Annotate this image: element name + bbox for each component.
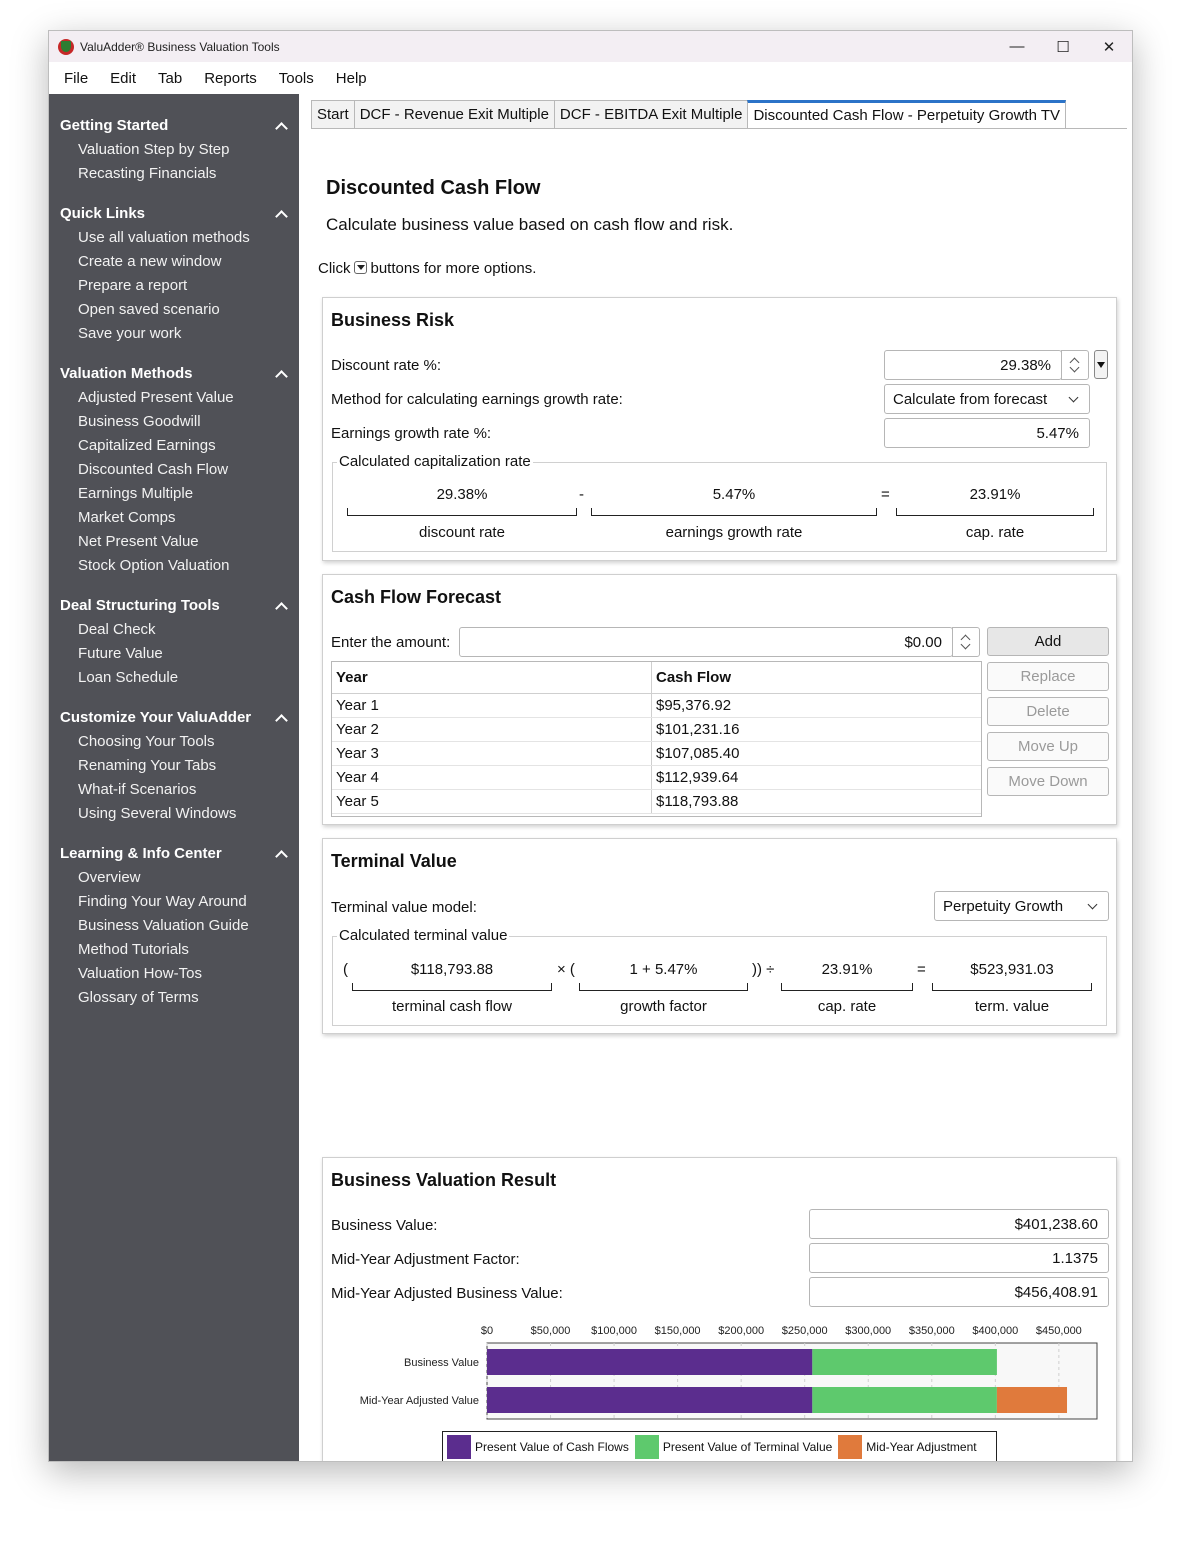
sidebar-section-title: Quick Links xyxy=(60,204,146,222)
sidebar-section-header[interactable] xyxy=(49,705,299,729)
move-up-button[interactable]: Move Up xyxy=(987,732,1109,761)
mid-year-factor-field[interactable]: 1.1375 xyxy=(809,1243,1109,1273)
table-row[interactable] xyxy=(332,766,981,790)
sidebar-section-header[interactable] xyxy=(49,201,299,225)
amount-input[interactable]: $0.00 xyxy=(459,627,953,657)
sidebar-link-net-present-value[interactable]: Net Present Value xyxy=(78,532,199,550)
growth-rate-field[interactable]: 5.47% xyxy=(884,418,1090,448)
underbrace xyxy=(591,508,877,516)
business-value-field[interactable]: $401,238.60 xyxy=(809,1209,1109,1239)
menu-edit[interactable]: Edit xyxy=(110,69,137,87)
sidebar-section-header[interactable] xyxy=(49,593,299,617)
terminal-value-result: $523,931.03 xyxy=(970,961,1054,978)
sidebar-link-use-all-methods[interactable]: Use all valuation methods xyxy=(78,228,250,246)
chart-bar-segment xyxy=(997,1387,1067,1413)
menu-file[interactable]: File xyxy=(64,69,89,87)
tab-dcf-ebitda-exit[interactable]: DCF - EBITDA Exit Multiple xyxy=(554,100,749,128)
close-button[interactable]: ✕ xyxy=(1102,38,1116,56)
chart-x-tick-label: $150,000 xyxy=(654,1325,701,1337)
sidebar-link-business-goodwill[interactable]: Business Goodwill xyxy=(78,412,201,430)
page-title: Discounted Cash Flow xyxy=(326,177,541,199)
chart-x-tick-label: $300,000 xyxy=(845,1325,892,1337)
terminal-calc-group xyxy=(332,927,1107,1026)
cell-year: Year 5 xyxy=(332,790,652,813)
chevron-down-icon xyxy=(1069,393,1079,403)
sidebar-link-loan-schedule[interactable]: Loan Schedule xyxy=(78,668,179,686)
chart-x-tick-label: $250,000 xyxy=(781,1325,828,1337)
table-row[interactable] xyxy=(332,742,981,766)
chart-bar-segment xyxy=(812,1349,997,1375)
open-paren: ( xyxy=(343,961,348,978)
sidebar-section-valuation-methods xyxy=(49,361,299,577)
hint-text-after: buttons for more options. xyxy=(370,260,537,277)
table-header xyxy=(332,662,981,694)
sidebar-link-market-comps[interactable]: Market Comps xyxy=(78,508,176,526)
chart-x-tick-label: $200,000 xyxy=(718,1325,765,1337)
cell-year: Year 2 xyxy=(332,718,652,741)
cell-cash-flow: $118,793.88 xyxy=(656,793,739,810)
cap-growth-caption: earnings growth rate xyxy=(665,524,803,541)
sidebar-link-choosing-tools[interactable]: Choosing Your Tools xyxy=(78,732,215,750)
column-header-cash-flow[interactable]: Cash Flow xyxy=(656,669,732,686)
underbrace xyxy=(347,508,577,516)
sidebar-section-title: Deal Structuring Tools xyxy=(60,596,220,614)
discount-rate-spinner[interactable] xyxy=(1061,350,1089,380)
page-hint xyxy=(318,260,536,277)
collapse-chevron-icon[interactable] xyxy=(276,120,286,130)
terminal-value-panel xyxy=(322,838,1117,1034)
sidebar-link-new-window[interactable]: Create a new window xyxy=(78,252,222,270)
collapse-chevron-icon[interactable] xyxy=(276,600,286,610)
chevron-down-icon xyxy=(1088,900,1098,910)
sidebar-section-getting-started xyxy=(49,113,299,185)
cell-cash-flow: $112,939.64 xyxy=(656,769,739,786)
sidebar xyxy=(49,94,299,1462)
equals-sign: = xyxy=(881,486,890,503)
sidebar-link-future-value[interactable]: Future Value xyxy=(78,644,163,662)
sidebar-section-deal-structuring xyxy=(49,593,299,689)
window-title: ValuAdder® Business Valuation Tools xyxy=(80,39,280,54)
underbrace xyxy=(932,983,1092,991)
sidebar-link-overview[interactable]: Overview xyxy=(78,868,141,886)
group-title: Calculated capitalization rate xyxy=(339,453,531,470)
cell-year: Year 3 xyxy=(332,742,652,765)
delete-button[interactable]: Delete xyxy=(987,697,1109,726)
page-subtitle: Calculate business value based on cash flow and risk. xyxy=(326,215,734,234)
cap-discount-caption: discount rate xyxy=(419,524,505,541)
chart-x-tick-label: $50,000 xyxy=(530,1325,571,1337)
sidebar-link-recasting-financials[interactable]: Recasting Financials xyxy=(78,164,217,182)
sidebar-link-method-tutorials[interactable]: Method Tutorials xyxy=(78,940,189,958)
hint-text-before: Click xyxy=(318,260,351,277)
growth-method-label: Method for calculating earnings growth rate: xyxy=(331,391,623,408)
panel-title: Business Valuation Result xyxy=(331,1170,557,1190)
growth-method-value: Calculate from forecast xyxy=(893,390,1048,408)
sidebar-link-valuation-step-by-step[interactable]: Valuation Step by Step xyxy=(78,140,230,158)
chart-bar-segment xyxy=(487,1349,812,1375)
sidebar-link-prepare-report[interactable]: Prepare a report xyxy=(78,276,188,294)
collapse-chevron-icon[interactable] xyxy=(276,848,286,858)
discount-rate-label: Discount rate %: xyxy=(331,357,442,374)
panel-title: Business Risk xyxy=(331,310,455,330)
sidebar-link-adjusted-present-value[interactable]: Adjusted Present Value xyxy=(78,388,234,406)
sidebar-link-deal-check[interactable]: Deal Check xyxy=(78,620,156,638)
add-button[interactable]: Add xyxy=(987,627,1109,656)
cap-growth-value: 5.47% xyxy=(712,486,756,503)
app-logo-icon xyxy=(58,39,74,55)
underbrace xyxy=(781,983,913,991)
panel-title: Terminal Value xyxy=(331,851,457,871)
underbrace xyxy=(896,508,1094,516)
tab-bar-divider xyxy=(311,128,1127,129)
business-value-label: Business Value: xyxy=(331,1217,438,1234)
legend-label: Present Value of Cash Flows xyxy=(475,1440,629,1454)
amount-label: Enter the amount: xyxy=(331,634,451,651)
discount-rate-input[interactable]: 29.38% xyxy=(884,350,1062,380)
terminal-cash-flow-caption: terminal cash flow xyxy=(391,998,513,1015)
app-window xyxy=(48,30,1133,1462)
tab-bar xyxy=(311,100,1065,128)
growth-factor-caption: growth factor xyxy=(620,998,707,1015)
underbrace xyxy=(579,983,748,991)
sidebar-link-how-tos[interactable]: Valuation How-Tos xyxy=(78,964,202,982)
table-row[interactable] xyxy=(332,694,981,718)
cell-year: Year 1 xyxy=(332,694,652,717)
valuation-result-panel xyxy=(322,1157,1117,1462)
sidebar-section-header[interactable] xyxy=(49,361,299,385)
chart-x-tick-label: $350,000 xyxy=(908,1325,955,1337)
sidebar-link-glossary[interactable]: Glossary of Terms xyxy=(78,988,199,1006)
terminal-cap-rate-caption: cap. rate xyxy=(817,998,877,1015)
minus-sign: - xyxy=(579,486,584,503)
sidebar-section-header[interactable] xyxy=(49,841,299,865)
cap-discount-value: 29.38% xyxy=(436,486,488,503)
sidebar-section-title: Customize Your ValuAdder xyxy=(60,708,252,726)
cash-flow-table xyxy=(331,661,982,817)
terminal-cash-flow-value: $118,793.88 xyxy=(410,961,494,978)
column-header-year[interactable]: Year xyxy=(332,662,652,693)
legend-swatch xyxy=(838,1435,862,1459)
discount-rate-options-button[interactable] xyxy=(1094,350,1108,379)
minimize-button[interactable]: — xyxy=(1009,38,1025,55)
growth-method-select[interactable] xyxy=(884,384,1090,414)
chart-bar-segment xyxy=(812,1387,997,1413)
main-content xyxy=(299,94,1133,1462)
menu-reports[interactable]: Reports xyxy=(204,69,257,87)
cell-cash-flow: $101,231.16 xyxy=(656,721,740,738)
sidebar-link-several-windows[interactable]: Using Several Windows xyxy=(78,804,237,822)
sidebar-section-quick-links xyxy=(49,201,299,345)
legend-swatch xyxy=(635,1435,659,1459)
terminal-model-label: Terminal value model: xyxy=(331,899,477,916)
chart-legend xyxy=(442,1431,997,1462)
legend-item-mid-year-adjustment xyxy=(838,1435,976,1459)
sidebar-section-title: Learning & Info Center xyxy=(60,844,222,862)
sidebar-link-what-if[interactable]: What-if Scenarios xyxy=(78,780,197,798)
sidebar-link-earnings-multiple[interactable]: Earnings Multiple xyxy=(78,484,194,502)
sidebar-link-finding-way[interactable]: Finding Your Way Around xyxy=(78,892,247,910)
sidebar-section-title: Valuation Methods xyxy=(60,364,193,382)
cell-year: Year 4 xyxy=(332,766,652,789)
chart-x-tick-label: $400,000 xyxy=(972,1325,1019,1337)
menu-tools[interactable]: Tools xyxy=(278,69,314,87)
cell-cash-flow: $95,376.92 xyxy=(656,697,732,714)
collapse-chevron-icon[interactable] xyxy=(276,208,286,218)
chart-category-label: Mid-Year Adjusted Value xyxy=(359,1395,479,1407)
legend-item-pv-terminal-value xyxy=(635,1435,832,1459)
group-title: Calculated terminal value xyxy=(339,927,508,944)
sidebar-link-renaming-tabs[interactable]: Renaming Your Tabs xyxy=(78,756,217,774)
chart-x-tick-label: $0 xyxy=(480,1325,494,1337)
tab-dcf-revenue-exit[interactable]: DCF - Revenue Exit Multiple xyxy=(354,100,555,128)
move-down-button[interactable]: Move Down xyxy=(987,767,1109,796)
terminal-model-value: Perpetuity Growth xyxy=(943,897,1064,915)
dropdown-arrow-icon xyxy=(354,261,367,274)
tab-dcf-perpetuity-growth[interactable]: Discounted Cash Flow - Perpetuity Growth TV xyxy=(747,100,1066,128)
sidebar-link-discounted-cash-flow[interactable]: Discounted Cash Flow xyxy=(78,460,229,478)
panel-title: Cash Flow Forecast xyxy=(331,587,502,607)
sidebar-link-save-work[interactable]: Save your work xyxy=(78,324,182,342)
mid-year-factor-label: Mid-Year Adjustment Factor: xyxy=(331,1251,520,1268)
chart-x-tick-label: $100,000 xyxy=(591,1325,638,1337)
sidebar-link-open-scenario[interactable]: Open saved scenario xyxy=(78,300,220,318)
divide-sign: )) ÷ xyxy=(752,961,775,978)
collapse-chevron-icon[interactable] xyxy=(276,368,286,378)
mid-year-value-label: Mid-Year Adjusted Business Value: xyxy=(331,1285,563,1302)
menu-help[interactable]: Help xyxy=(335,69,367,87)
terminal-model-select[interactable] xyxy=(934,891,1109,921)
cap-rate-caption: cap. rate xyxy=(965,524,1025,541)
sidebar-section-header[interactable] xyxy=(49,113,299,137)
table-row[interactable] xyxy=(332,718,981,742)
growth-factor-value: 1 + 5.47% xyxy=(629,961,698,978)
valuation-bar-chart xyxy=(323,1158,1118,1462)
equals-sign: = xyxy=(917,961,926,978)
sidebar-section-title: Getting Started xyxy=(60,116,169,134)
terminal-value-caption: term. value xyxy=(974,998,1050,1015)
sidebar-link-capitalized-earnings[interactable]: Capitalized Earnings xyxy=(78,436,216,454)
legend-label: Present Value of Terminal Value xyxy=(662,1440,833,1454)
maximize-button[interactable]: ☐ xyxy=(1056,38,1070,56)
legend-item-pv-cash-flows xyxy=(447,1435,629,1459)
sidebar-link-stock-option-valuation[interactable]: Stock Option Valuation xyxy=(78,556,230,574)
title-bar xyxy=(49,31,1132,62)
mid-year-value-field[interactable]: $456,408.91 xyxy=(809,1277,1109,1307)
cell-cash-flow: $107,085.40 xyxy=(656,745,740,762)
replace-button[interactable]: Replace xyxy=(987,662,1109,691)
tab-start[interactable]: Start xyxy=(311,100,355,128)
collapse-chevron-icon[interactable] xyxy=(276,712,286,722)
chart-category-label: Business Value xyxy=(403,1357,479,1369)
cap-rate-group xyxy=(332,453,1107,552)
sidebar-section-customize xyxy=(49,705,299,825)
amount-spinner[interactable] xyxy=(952,627,980,657)
menu-tab[interactable]: Tab xyxy=(158,69,183,87)
terminal-cap-rate-value: 23.91% xyxy=(821,961,873,978)
chart-bar-segment xyxy=(487,1387,812,1413)
menu-bar xyxy=(49,62,1132,94)
legend-swatch xyxy=(447,1435,471,1459)
table-row[interactable] xyxy=(332,790,981,814)
cash-flow-forecast-panel xyxy=(322,574,1117,825)
sidebar-section-learning xyxy=(49,841,299,1009)
underbrace xyxy=(352,983,552,991)
business-risk-panel xyxy=(322,297,1117,561)
chart-x-tick-label: $450,000 xyxy=(1035,1325,1082,1337)
cap-rate-value: 23.91% xyxy=(969,486,1021,503)
legend-label: Mid-Year Adjustment xyxy=(866,1440,977,1454)
sidebar-link-valuation-guide[interactable]: Business Valuation Guide xyxy=(78,916,249,934)
times-sign: × ( xyxy=(557,961,575,978)
growth-rate-label: Earnings growth rate %: xyxy=(331,425,492,442)
window-controls xyxy=(994,31,1132,62)
